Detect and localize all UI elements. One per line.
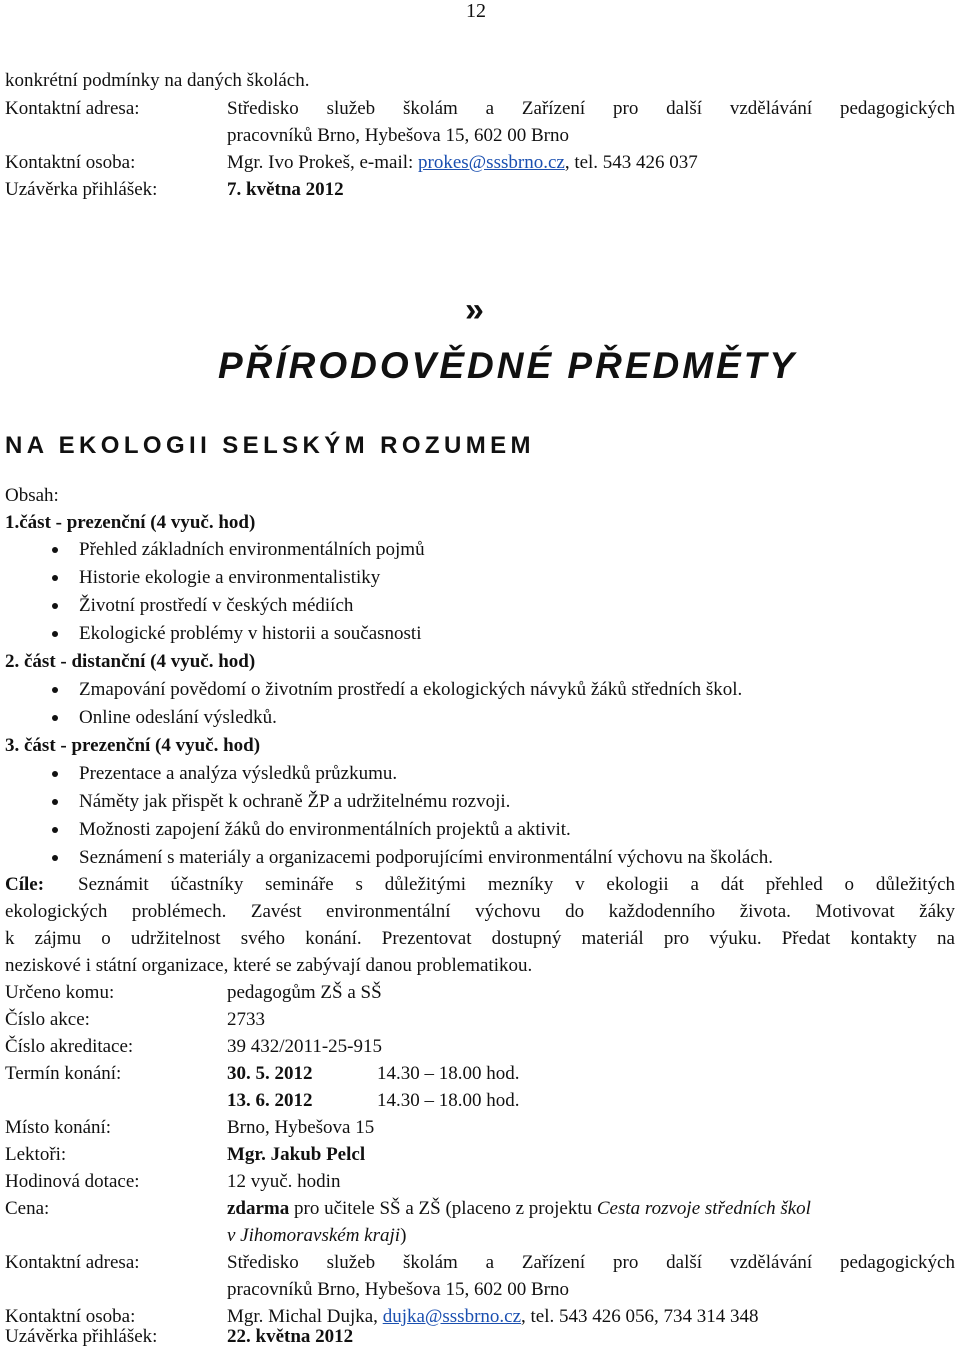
price-value — [227, 1196, 811, 1222]
place-label: Místo konání: — [5, 1117, 112, 1138]
section-title: PŘÍRODOVĚDNÉ PŘEDMĚTY — [218, 345, 798, 386]
top-deadline-value: 7. května 2012 — [227, 179, 344, 200]
part3-item: Seznámení s materiály a organizacemi podporujícími environmentální výchovu na školách. — [79, 847, 773, 868]
part1-item: Životní prostředí v českých médiích — [79, 595, 354, 616]
contact-prefix: Mgr. Michal Dujka, — [227, 1306, 383, 1327]
goals-line: neziskové i státní organizace, které se zabývají danou problematikou. — [5, 955, 533, 976]
goals-label: Cíle: — [5, 874, 45, 895]
part1-item: Historie ekologie a environmentalistiky — [79, 567, 381, 588]
continuation-text: konkrétní podmínky na daných školách. — [5, 70, 310, 91]
address-line2: pracovníků Brno, Hybešova 15, 602 00 Brno — [227, 1279, 569, 1300]
part2-heading: 2. část - distanční (4 vyuč. hod) — [5, 651, 256, 672]
contact-label: Kontaktní osoba: — [5, 1306, 136, 1327]
part1-heading: 1.část - prezenční (4 vyuč. hod) — [5, 512, 256, 533]
top-address-label: Kontaktní adresa: — [5, 98, 140, 119]
course-title: NA EKOLOGII SELSKÝM ROZUMEM — [5, 432, 535, 459]
part3-item: Náměty jak přispět k ochraně ŽP a udržitelnému rozvoji. — [79, 791, 511, 812]
bullet-icon — [52, 575, 58, 581]
top-contact-suffix: , tel. 543 426 037 — [564, 152, 698, 173]
accreditation-label: Číslo akreditace: — [5, 1036, 134, 1057]
address-line1: Středisko služeb školám a Zařízení pro další vzdělávání pedagogických — [227, 1252, 955, 1273]
part2-item: Online odeslání výsledků. — [79, 707, 277, 728]
price-end: ) — [400, 1225, 407, 1246]
top-contact-email-link[interactable]: prokes@sssbrno.cz — [418, 152, 565, 173]
bullet-icon — [52, 771, 58, 777]
date-label: Termín konání: — [5, 1063, 122, 1084]
part2-item: Zmapování povědomí o životním prostředí a ekologických návyků žáků středních škol. — [79, 679, 743, 700]
bullet-icon — [52, 855, 58, 861]
top-deadline-label: Uzávěrka přihlášek: — [5, 179, 158, 200]
part3-item: Možnosti zapojení žáků do environmentálních projektů a aktivit. — [79, 819, 571, 840]
lecturers-value: Mgr. Jakub Pelcl — [227, 1144, 366, 1165]
date-value: 30. 5. 2012 — [227, 1063, 313, 1084]
price-value-cont — [227, 1223, 406, 1249]
hours-label: Hodinová dotace: — [5, 1171, 140, 1192]
goals-line: k zájmu o udržitelnost svého konání. Prezentovat dostupný materiál pro výuku. Předat kontakty na — [5, 928, 955, 949]
top-contact-prefix: Mgr. Ivo Prokeš, e-mail: — [227, 152, 419, 173]
lecturers-label: Lektoři: — [5, 1144, 67, 1165]
price-free: zdarma — [227, 1198, 290, 1219]
accreditation-value: 39 432/2011-25-915 — [227, 1036, 382, 1057]
part1-item: Přehled základních environmentálních pojmů — [79, 539, 425, 560]
bullet-icon — [52, 547, 58, 553]
goals-line: ekologických problémech. Zavést environmentální výchovu do každodenního života. Motivovat žáky — [5, 901, 955, 922]
address-label: Kontaktní adresa: — [5, 1252, 140, 1273]
project-name-cont: v Jihomoravském kraji — [227, 1225, 401, 1246]
contact-email-link[interactable]: dujka@sssbrno.cz — [382, 1306, 522, 1327]
place-value: Brno, Hybešova 15 — [227, 1117, 375, 1138]
bullet-icon — [52, 603, 58, 609]
section-arrow-icon: » — [465, 291, 484, 329]
price-note: pro učitele SŠ a ZŠ (placeno z projektu — [289, 1198, 597, 1219]
action-number-value: 2733 — [227, 1009, 265, 1030]
bullet-icon — [52, 827, 58, 833]
top-contact-value — [227, 150, 698, 176]
goals-line: Seznámit účastníky semináře s důležitými mezníky v ekologii a dát přehled o důležitých — [78, 874, 955, 895]
contact-suffix: , tel. 543 426 056, 734 314 348 — [521, 1306, 759, 1327]
action-number-label: Číslo akce: — [5, 1009, 90, 1030]
bullet-icon — [52, 799, 58, 805]
top-address-line1: Středisko služeb školám a Zařízení pro další vzdělávání pedagogických — [227, 98, 955, 119]
date-value: 13. 6. 2012 — [227, 1090, 313, 1111]
contents-label: Obsah: — [5, 485, 59, 506]
bullet-icon — [52, 687, 58, 693]
audience-label: Určeno komu: — [5, 982, 115, 1003]
top-address-line2: pracovníků Brno, Hybešova 15, 602 00 Brno — [227, 125, 569, 146]
deadline-value: 22. května 2012 — [227, 1326, 354, 1347]
price-label: Cena: — [5, 1198, 50, 1219]
time-value: 14.30 – 18.00 hod. — [377, 1090, 520, 1111]
part3-item: Prezentace a analýza výsledků průzkumu. — [79, 763, 398, 784]
bullet-icon — [52, 715, 58, 721]
part1-item: Ekologické problémy v historii a současnosti — [79, 623, 422, 644]
page-number: 12 — [466, 0, 486, 22]
bullet-icon — [52, 631, 58, 637]
top-contact-label: Kontaktní osoba: — [5, 152, 136, 173]
hours-value: 12 vyuč. hodin — [227, 1171, 341, 1192]
project-name: Cesta rozvoje středních škol — [596, 1198, 811, 1219]
time-value: 14.30 – 18.00 hod. — [377, 1063, 520, 1084]
deadline-label: Uzávěrka přihlášek: — [5, 1326, 158, 1347]
audience-value: pedagogům ZŠ a SŠ — [227, 982, 382, 1003]
part3-heading: 3. část - prezenční (4 vyuč. hod) — [5, 735, 261, 756]
